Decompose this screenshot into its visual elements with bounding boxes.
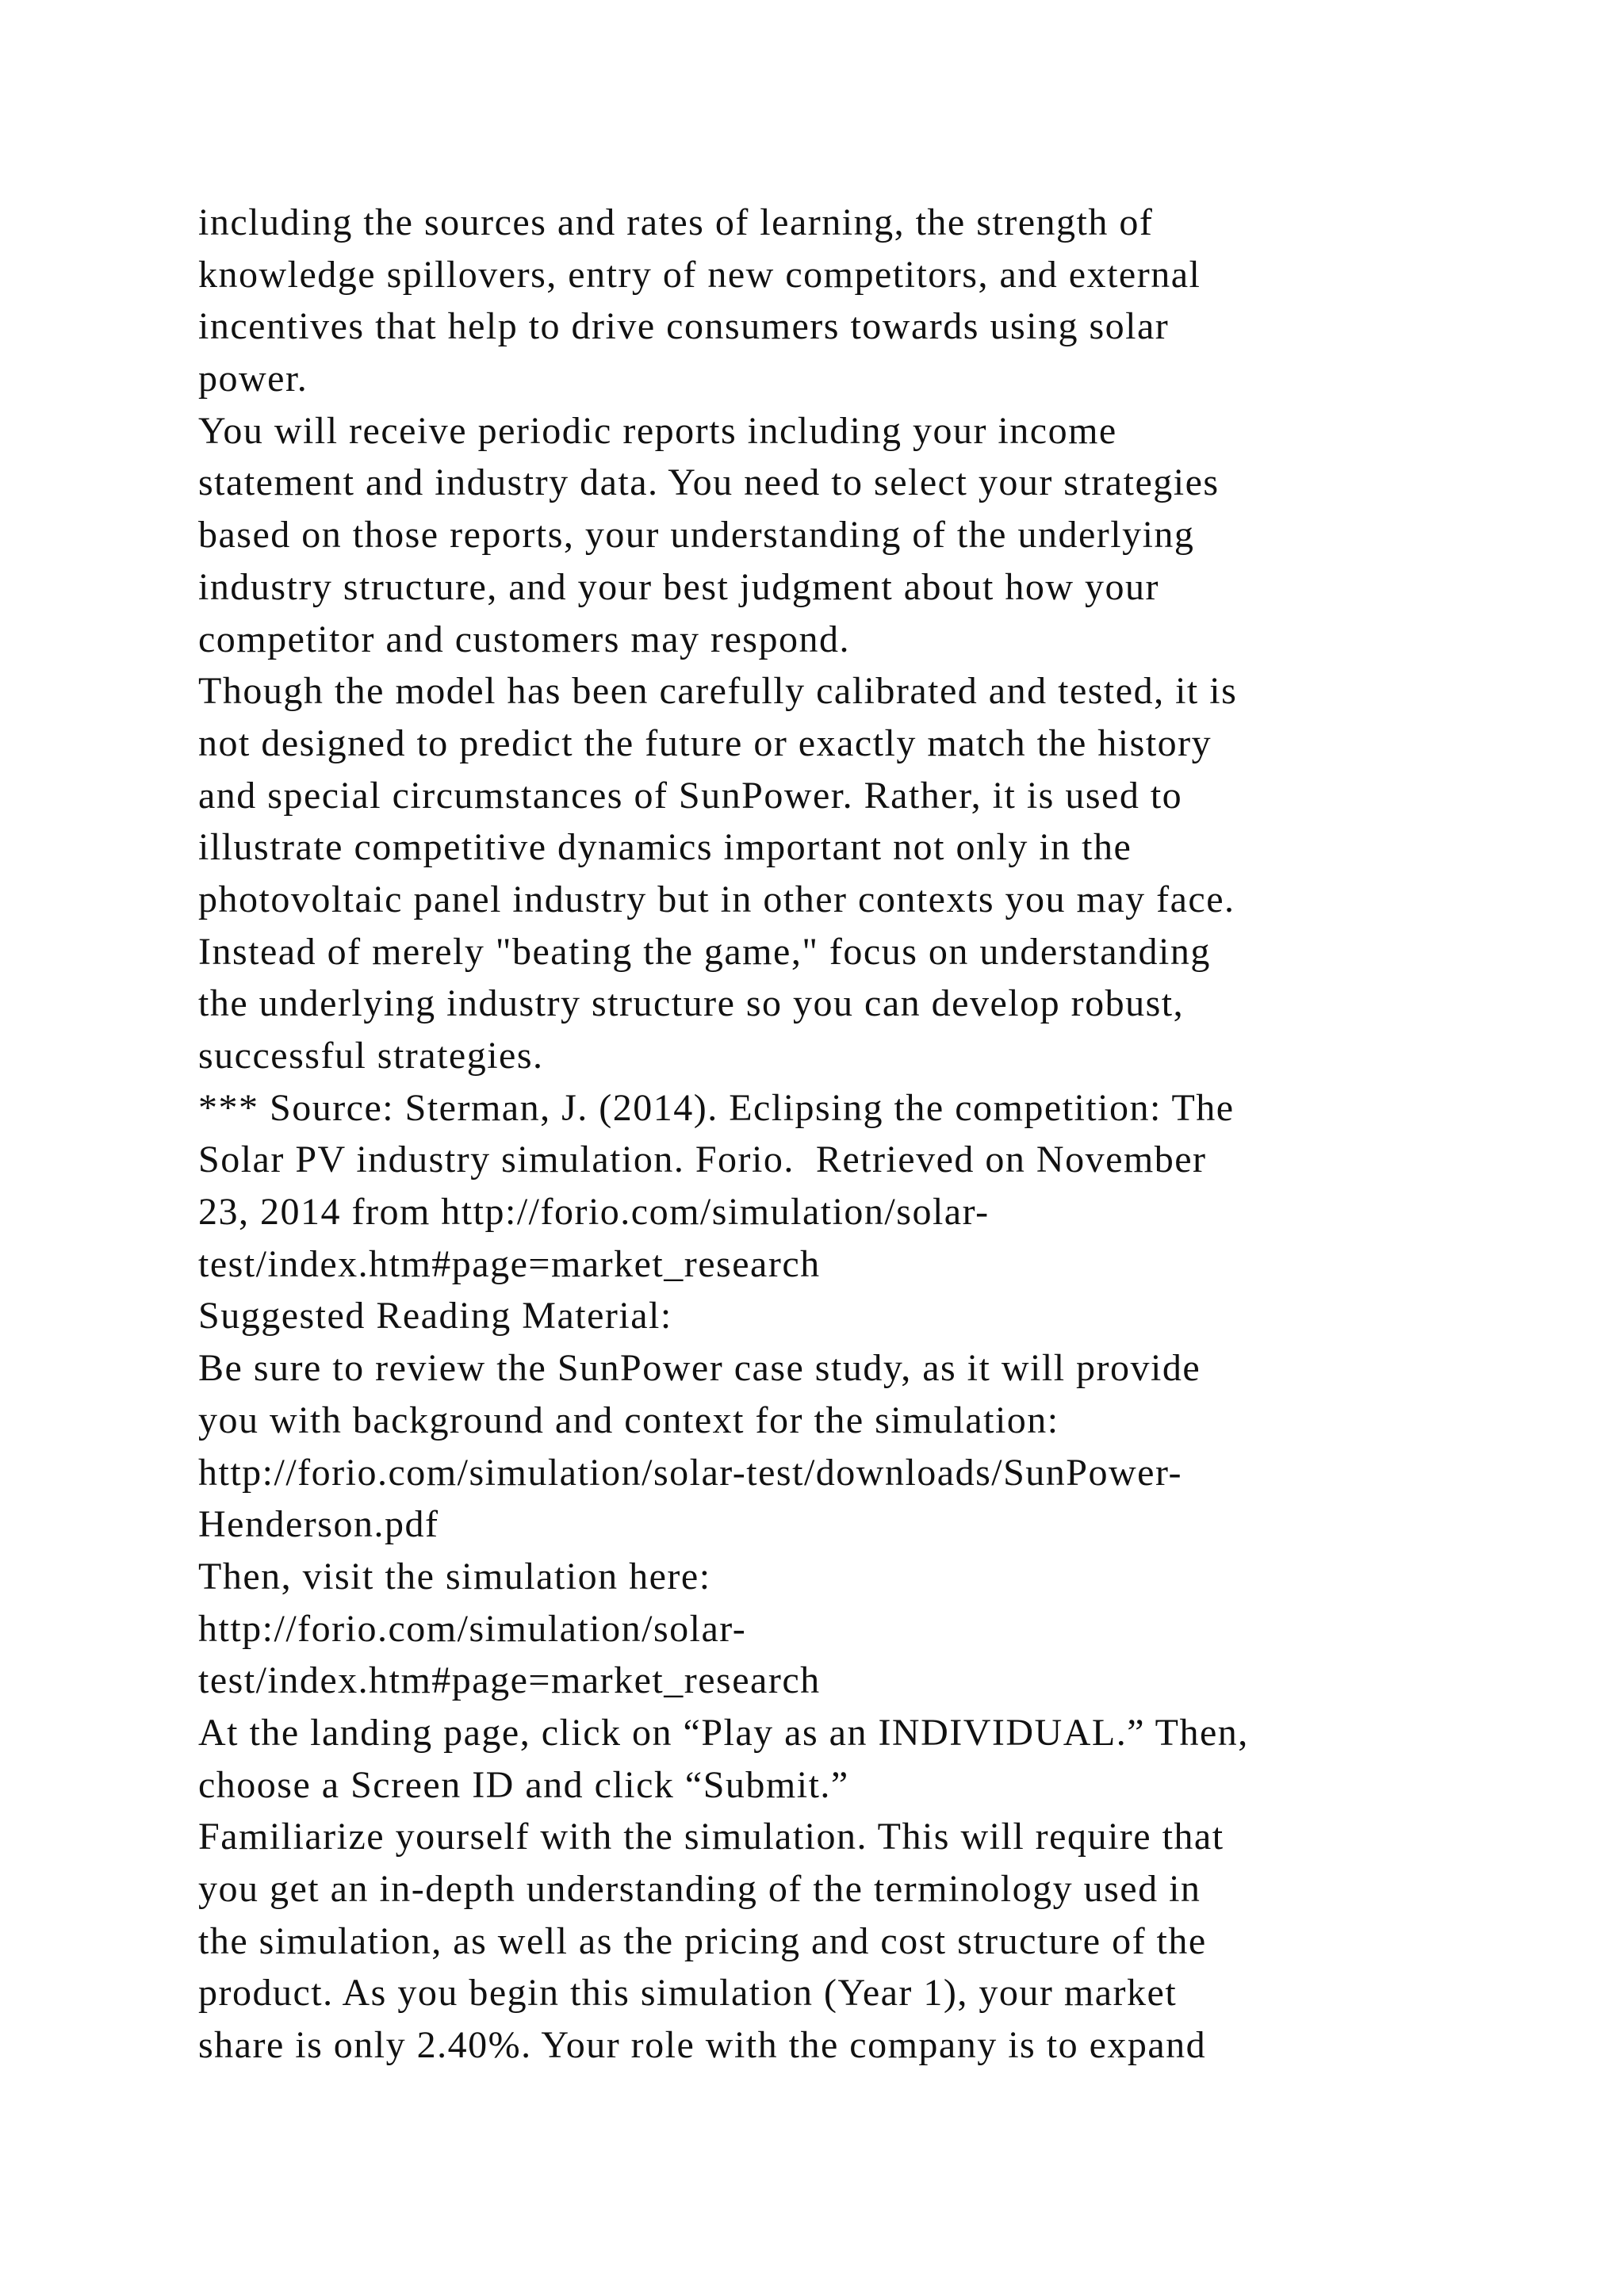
text-line: http://forio.com/simulation/solar- xyxy=(198,1607,747,1650)
document-body xyxy=(198,197,1507,2072)
text-line: incentives that help to drive consumers towards using solar xyxy=(198,305,1170,348)
text-line: including the sources and rates of learning, the strength of xyxy=(198,201,1154,243)
text-line: and special circumstances of SunPower. Rather, it is used to xyxy=(198,774,1183,817)
text-line: based on those reports, your understanding of the underlying xyxy=(198,514,1195,557)
text-line: Henderson.pdf xyxy=(198,1503,439,1546)
text-line: knowledge spillovers, entry of new competitors, and external xyxy=(198,253,1201,296)
text-line: *** Source: Sterman, J. (2014). Eclipsing the competition: The xyxy=(198,1086,1235,1129)
text-line: statement and industry data. You need to select your strategies xyxy=(198,461,1220,504)
text-line: you get an in-depth understanding of the terminology used in xyxy=(198,1868,1201,1910)
text-line: test/index.htm#page=market_research xyxy=(198,1242,821,1285)
text-line: Be sure to review the SunPower case study, as it will provide xyxy=(198,1347,1201,1390)
text-line: Suggested Reading Material: xyxy=(198,1295,672,1337)
text-line: Though the model has been carefully calibrated and tested, it is xyxy=(198,670,1238,713)
text-line: product. As you begin this simulation (Year 1), your market xyxy=(198,1972,1178,2015)
text-line: http://forio.com/simulation/solar-test/downloads/SunPower- xyxy=(198,1451,1182,1494)
text-line: the underlying industry structure so you can develop robust, xyxy=(198,982,1185,1025)
text-line: Solar PV industry simulation. Forio. Retrieved on November xyxy=(198,1138,1207,1181)
text-line: Then, visit the simulation here: xyxy=(198,1555,711,1598)
text-line: Instead of merely "beating the game," focus on understanding xyxy=(198,930,1211,973)
text-line: competitor and customers may respond. xyxy=(198,618,850,660)
text-line: 23, 2014 from http://forio.com/simulation/solar- xyxy=(198,1191,990,1234)
text-line: successful strategies. xyxy=(198,1035,544,1077)
text-line: not designed to predict the future or exactly match the history xyxy=(198,721,1212,764)
text-line: test/index.htm#page=market_research xyxy=(198,1659,821,1702)
text-line: Familiarize yourself with the simulation. This will require that xyxy=(198,1816,1224,1858)
text-line: you with background and context for the simulation: xyxy=(198,1399,1059,1441)
text-line: photovoltaic panel industry but in other contexts you may face. xyxy=(198,878,1235,920)
text-line: industry structure, and your best judgment about how your xyxy=(198,565,1159,608)
text-line: You will receive periodic reports including your income xyxy=(198,409,1117,452)
text-line: At the landing page, click on “Play as an INDIVIDUAL.” Then, xyxy=(198,1711,1249,1754)
text-line: power. xyxy=(198,358,308,400)
text-line: illustrate competitive dynamics important not only in the xyxy=(198,826,1132,869)
text-line: choose a Screen ID and click “Submit.” xyxy=(198,1763,849,1806)
text-line: share is only 2.40%. Your role with the company is to expand xyxy=(198,2024,1207,2067)
text-line: the simulation, as well as the pricing and cost structure of the xyxy=(198,1919,1207,1962)
